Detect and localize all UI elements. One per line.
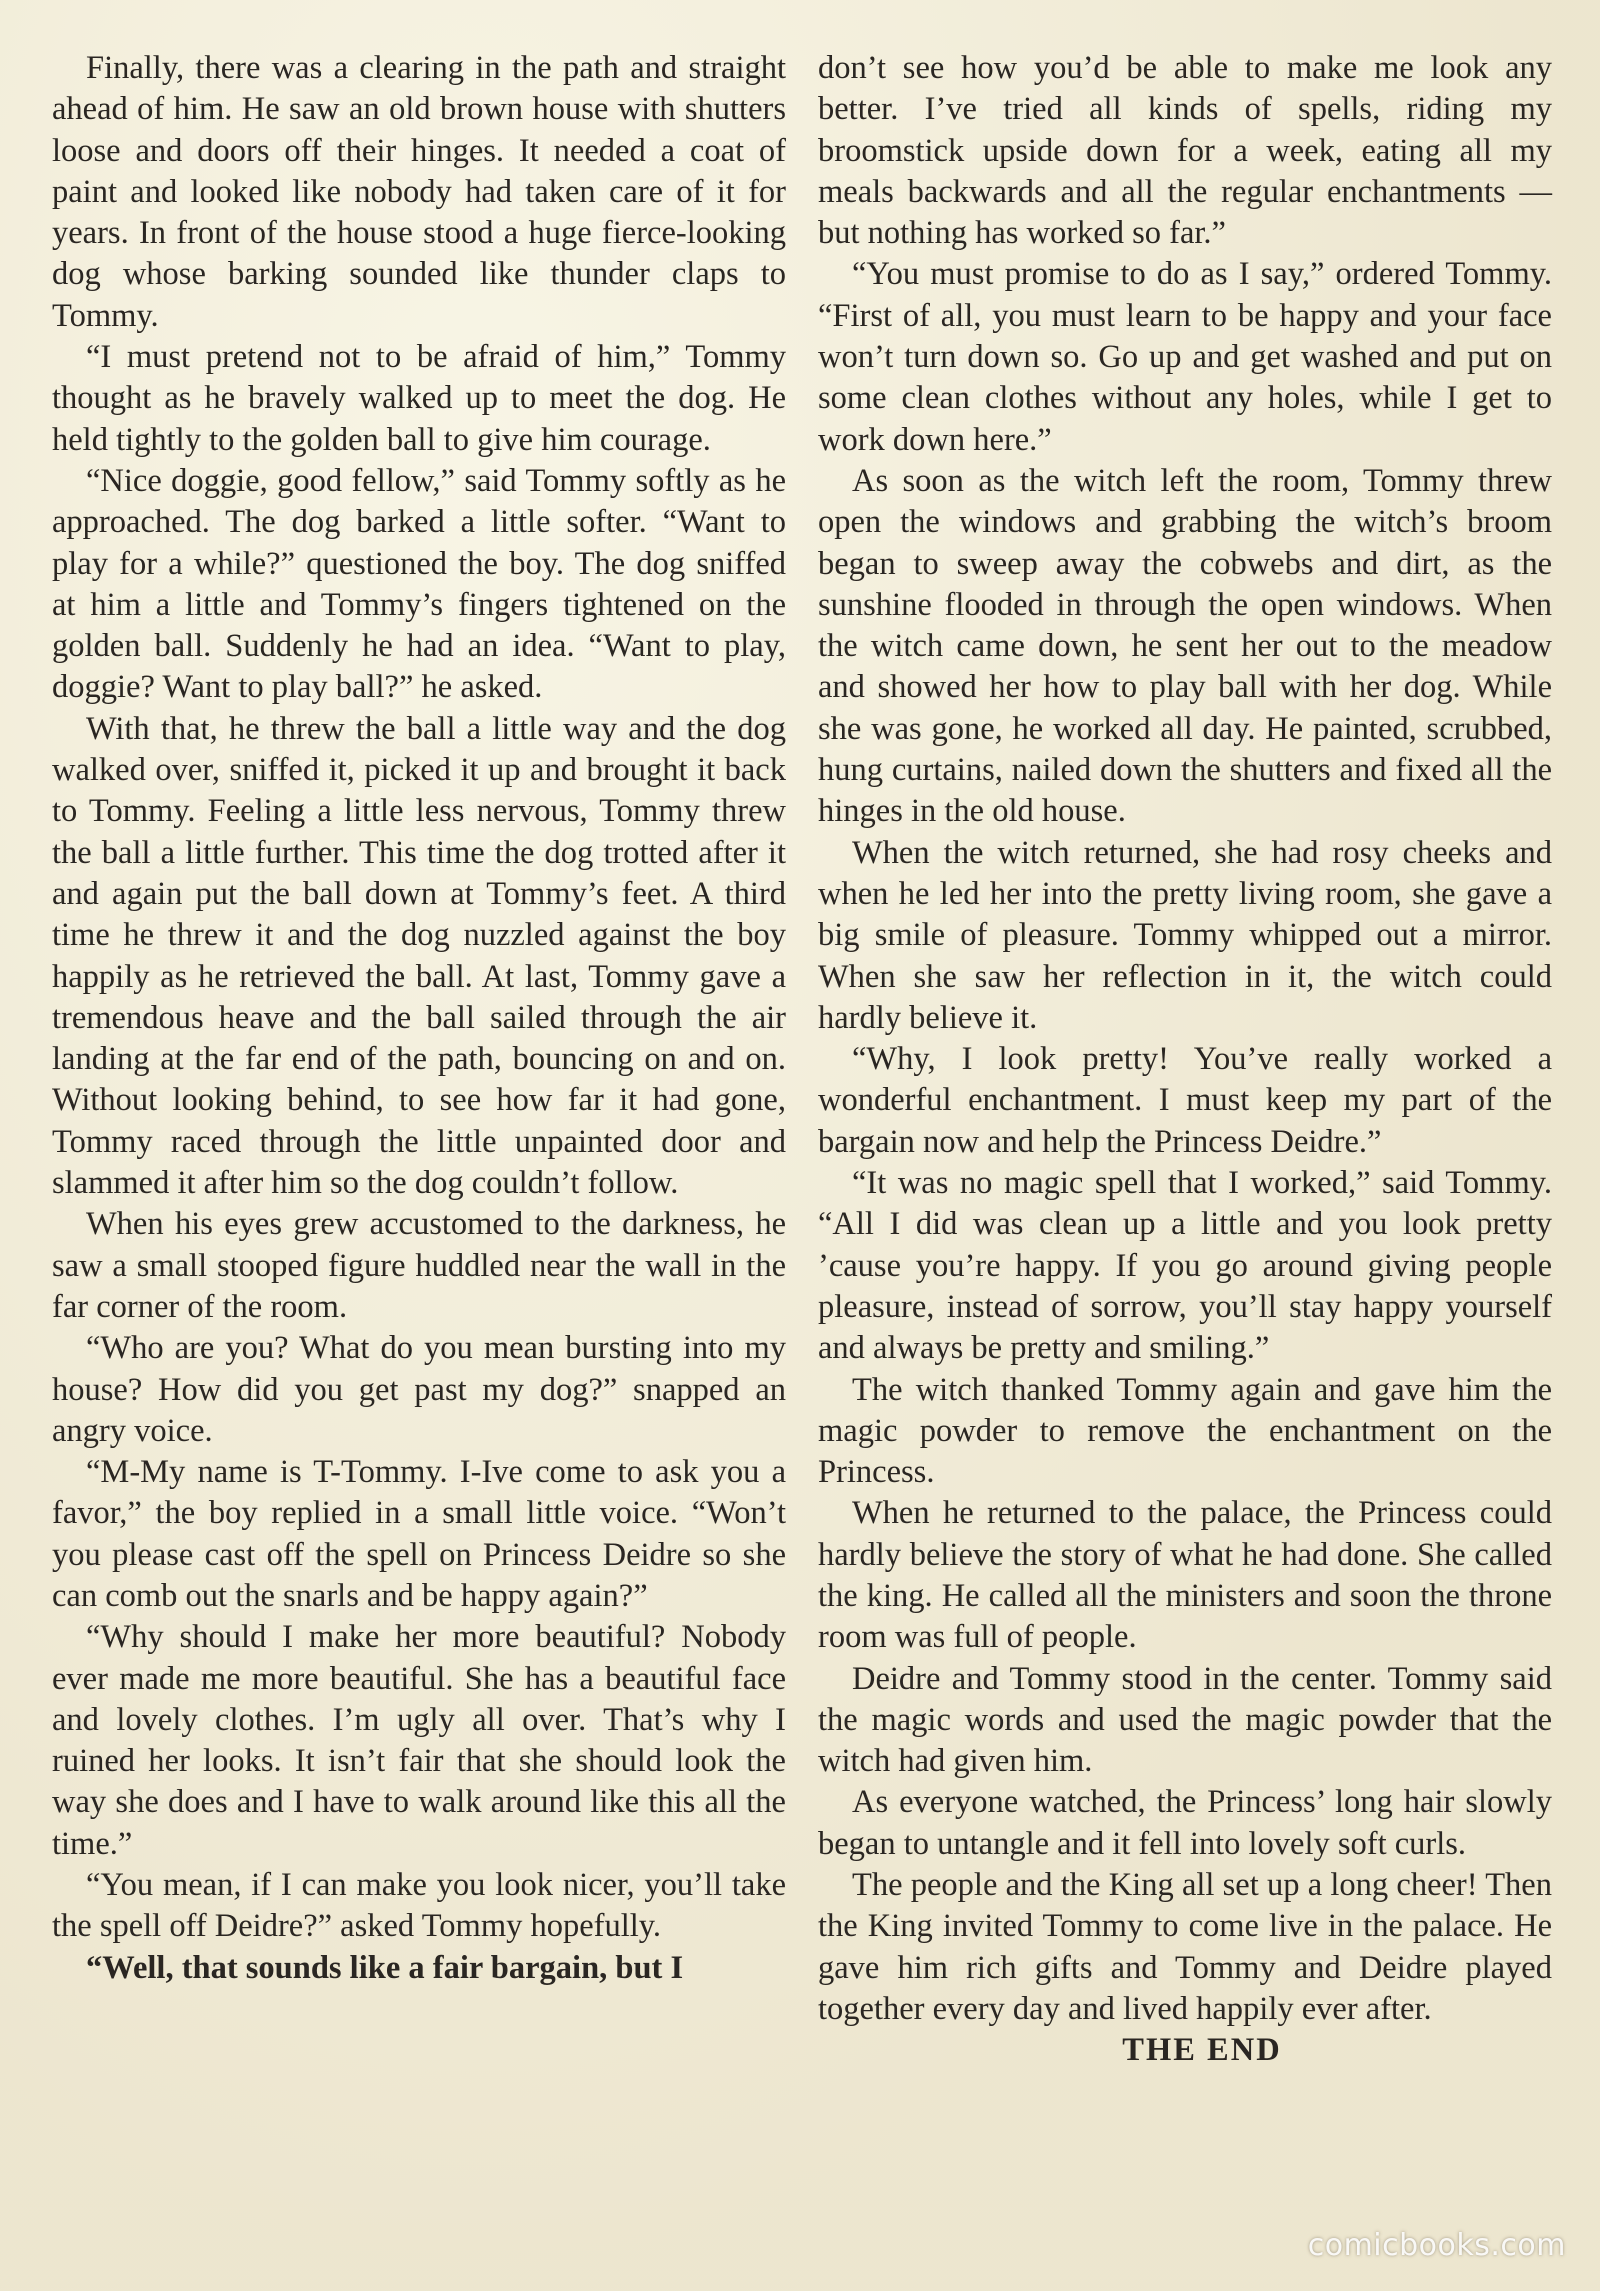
paragraph: “You must promise to do as I say,” ordered Tommy. “First of all, you must learn to be happy and your face won’t turn down so. Go up and get washed and put on some clean clothes without any holes, while I get to work down here.”	[818, 256, 1552, 458]
left-column	[52, 48, 786, 2248]
paragraph-continuation: don’t see how you’d be able to make me look any better. I’ve tried all kinds of spells, riding my broomstick upside down for a week, eating all my meals backwards and all the regular enchantments —but nothing has worked so far.”	[818, 50, 1552, 252]
paragraph-continued: “Well, that sounds like a fair bargain, but I	[86, 1949, 684, 1986]
story-page	[52, 48, 1552, 2248]
paragraph: As soon as the witch left the room, Tommy threw open the windows and grabbing the witch’s broom began to sweep away the cobwebs and dirt, as the sunshine flooded in through the open windows. When the witch came down, he sent her out to the meadow and showed her how to play ball with her dog. While she was gone, he worked all day. He painted, scrubbed, hung curtains, nailed down the shutters and fixed all the hinges in the old house.	[818, 462, 1552, 830]
paragraph: “M-My name is T-Tommy. I-Ive come to ask you a favor,” the boy replied in a small little voice. “Won’t you please cast off the spell on Princess Deidre so she can comb out the snarls and be happy again?”	[52, 1454, 786, 1614]
paragraph: “Nice doggie, good fellow,” said Tommy softly as he approached. The dog barked a little softer. “Want to play for a while?” questioned the boy. The dog sniffed at him a little and Tommy’s fingers tightened on the golden ball. Suddenly he had an idea. “Want to play, doggie? Want to play ball?” he asked.	[52, 462, 786, 706]
paragraph: “Why, I look pretty! You’ve really worked a wonderful enchantment. I must keep my part of the bargain now and help the Princess Deidre.”	[818, 1041, 1552, 1160]
paragraph: Deidre and Tommy stood in the center. Tommy said the magic words and used the magic powder that the witch had given him.	[818, 1660, 1552, 1780]
the-end-label: THE END	[1122, 2032, 1282, 2069]
paragraph: With that, he threw the ball a little way and the dog walked over, sniffed it, picked it up and brought it back to Tommy. Feeling a little less nervous, Tommy threw the ball a little further. This time the dog trotted after it and again put the ball down at Tommy’s feet. A third time he threw it and the dog nuzzled against the boy happily as he retrieved the ball. At last, Tommy gave a tremendous heave and the ball sailed through the air landing at the far end of the path, bouncing on and on. Without looking behind, to see how far it had gone, Tommy raced through the little unpainted door and slammed it after him so the dog couldn’t follow.	[52, 710, 786, 1202]
paragraph: “You mean, if I can make you look nicer, you’ll take the spell off Deidre?” asked Tommy hopefully.	[52, 1867, 786, 1945]
paragraph: The people and the King all set up a long cheer! Then the King invited Tommy to come live in the palace. He gave him rich gifts and Tommy and Deidre played together every day and lived happily ever after.	[818, 1867, 1552, 2027]
paragraph: “Why should I make her more beautiful? Nobody ever made me more beautiful. She has a beautiful face and lovely clothes. I’m ugly all over. That’s why I ruined her looks. It isn’t fair that she should look the way she does and I have to walk around like this all the time.”	[52, 1619, 786, 1862]
paragraph: When his eyes grew accustomed to the darkness, he saw a small stooped figure huddled near the wall in the far corner of the room.	[52, 1206, 786, 1325]
paragraph: The witch thanked Tommy again and gave him the magic powder to remove the enchantment on the Princess.	[818, 1371, 1552, 1491]
paragraph: “It was no magic spell that I worked,” said Tommy. “All I did was clean up a little and you look pretty ’cause you’re happy. If you go around giving people pleasure, instead of sorrow, you’ll stay happy yourself and always be pretty and smiling.”	[818, 1165, 1552, 1367]
watermark: comicbooks.com	[1307, 2228, 1566, 2263]
paragraph: As everyone watched, the Princess’ long hair slowly began to untangle and it fell into lovely soft curls.	[818, 1784, 1552, 1862]
paragraph: “I must pretend not to be afraid of him,” Tommy thought as he bravely walked up to meet the dog. He held tightly to the golden ball to give him courage.	[52, 339, 786, 458]
paragraph: When he returned to the palace, the Princess could hardly believe the story of what he had done. She called the king. He called all the ministers and soon the throne room was full of people.	[818, 1495, 1552, 1656]
right-column	[818, 48, 1552, 2248]
paragraph: “Who are you? What do you mean bursting into my house? How did you get past my dog?” snapped an angry voice.	[52, 1330, 786, 1449]
paragraph: When the witch returned, she had rosy cheeks and when he led her into the pretty living room, she gave a big smile of pleasure. Tommy whipped out a mirror. When she saw her reflection in it, the witch could hardly believe it.	[818, 834, 1552, 1036]
paragraph: Finally, there was a clearing in the path and straight ahead of him. He saw an old brown house with shutters loose and doors off their hinges. It needed a coat of paint and looked like nobody had taken care of it for years. In front of the house stood a huge fierce-looking dog whose barking sounded like thunder claps to Tommy.	[52, 50, 786, 334]
